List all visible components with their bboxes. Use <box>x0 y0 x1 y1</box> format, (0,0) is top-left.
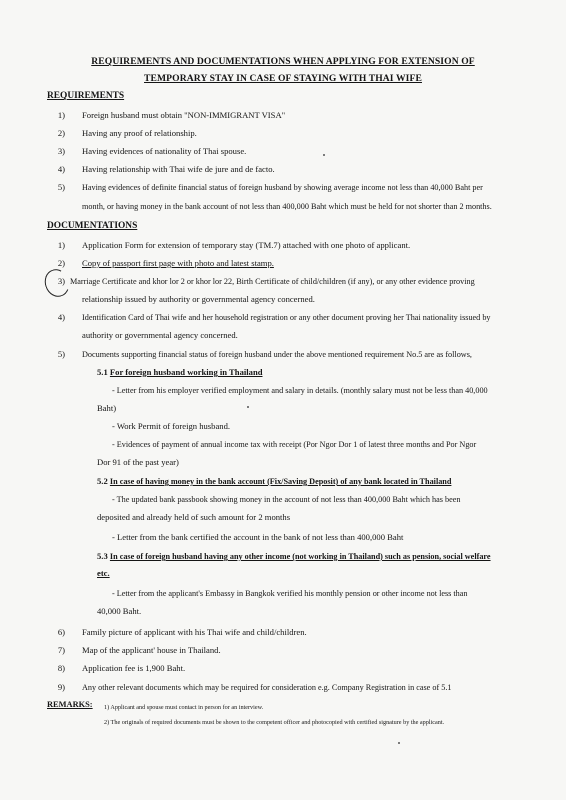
bullet-text: - Work Permit of foreign husband. <box>112 421 231 431</box>
documentation-number: 1) <box>57 240 65 250</box>
requirement-number: 5) <box>57 182 65 192</box>
subsection-title: For foreign husband working in Thailand <box>109 367 263 377</box>
requirement-text: Having relationship with Thai wife de jure and de facto. <box>82 164 275 174</box>
documentation-number: 8) <box>57 663 65 673</box>
subsection-label: 5.3 <box>97 551 108 561</box>
subsection-title: In case of foreign husband having any other income (not working in Thailand) such as pension, social welfare <box>109 552 491 561</box>
requirement-text: Having evidences of nationality of Thai spouse. <box>82 146 247 156</box>
documentation-text-continued: relationship issued by authority or governmental agency concerned. <box>82 294 315 304</box>
subsection-title-continued: etc. <box>97 568 110 578</box>
document-title-line-1: REQUIREMENTS AND DOCUMENTATIONS WHEN APPLYING FOR EXTENSION OF <box>91 56 475 67</box>
subsection-5-3-heading <box>97 551 491 561</box>
bullet-text: - Letter from his employer verified employment and salary in details. (monthly salary must not be less than 40,000 <box>112 386 488 395</box>
documentation-text-continued: authority or governmental agency concerned. <box>82 330 238 340</box>
subsection-label: 5.2 <box>97 476 108 486</box>
bullet-text-continued: deposited and already held of such amount for 2 months <box>97 512 291 522</box>
requirement-number: 2) <box>57 128 65 138</box>
documentation-text: Family picture of applicant with his Thai wife and child/children. <box>82 627 307 637</box>
bullet-text-continued: 40,000 Baht. <box>97 606 142 616</box>
remarks-heading: REMARKS: <box>47 700 93 709</box>
remark-2: 2) The originals of required documents must be shown to the competent officer and photocopied with certified signature by the applicant. <box>104 719 445 726</box>
documentation-text: Map of the applicant' house in Thailand. <box>82 645 221 655</box>
documentation-number: 4) <box>57 312 65 322</box>
requirement-text: Having evidences of definite financial status of foreign husband by showing average income not less than 40,000 Baht per <box>82 183 483 192</box>
documentation-number: 2) <box>57 258 65 268</box>
documentation-text: Identification Card of Thai wife and her household registration or any other document proving her Thai nationality issued by <box>82 313 491 322</box>
documentation-text: Application Form for extension of temporary stay (TM.7) attached with one photo of applicant. <box>82 240 411 250</box>
subsection-5-2-heading <box>97 476 451 486</box>
scan-speck <box>398 742 400 744</box>
documentation-text: Copy of passport first page with photo and latest stamp. <box>82 258 274 268</box>
documentation-number: 9) <box>57 682 65 692</box>
subsection-label: 5.1 <box>97 367 108 377</box>
documentation-text: Documents supporting financial status of foreign husband under the above mentioned requirement No.5 are as follows, <box>82 350 472 359</box>
subsection-5-3-heading-continued <box>97 568 110 578</box>
requirement-number: 4) <box>57 164 65 174</box>
requirements-heading: REQUIREMENTS <box>47 91 125 101</box>
documentation-text: Application fee is 1,900 Baht. <box>82 663 186 673</box>
bullet-text-continued: Baht) <box>97 403 117 413</box>
documentation-number: 7) <box>57 645 65 655</box>
scan-speck <box>323 154 325 156</box>
documentation-text: Marriage Certificate and khor lor 2 or khor lor 22, Birth Certificate of child/children (if any), or any other evidence proving <box>70 277 475 286</box>
bullet-text: - Letter from the applicant's Embassy in Bangkok verified his monthly pension or other income not less than <box>112 589 468 598</box>
bullet-text: - Evidences of payment of annual income tax with receipt (Por Ngor Dor 1 of latest three months and Por Ngor <box>112 440 477 449</box>
requirement-number: 1) <box>57 110 65 120</box>
document-title-line-2: TEMPORARY STAY IN CASE OF STAYING WITH THAI WIFE <box>144 73 422 84</box>
documentations-heading: DOCUMENTATIONS <box>47 221 138 231</box>
bullet-text: - Letter from the bank certified the account in the bank of not less than 400,000 Baht <box>112 532 404 542</box>
requirement-text: Having any proof of relationship. <box>82 128 197 138</box>
bullet-text: - The updated bank passbook showing money in the account of not less than 400,000 Baht which has been <box>112 495 461 504</box>
subsection-title: In case of having money in the bank account (Fix/Saving Deposit) of any bank located in Thailand <box>109 477 452 486</box>
scan-speck <box>247 406 249 408</box>
bullet-text-continued: Dor 91 of the past year) <box>97 457 179 467</box>
remark-1: 1) Applicant and spouse must contact in person for an interview. <box>104 704 264 711</box>
requirement-text: Foreign husband must obtain "NON-IMMIGRANT VISA" <box>82 110 286 120</box>
documentation-number: 5) <box>57 349 65 359</box>
requirement-text-continued: month, or having money in the bank account of not less than 400,000 Baht which must be held for not shorter than 2 months. <box>82 202 492 211</box>
documentation-text: Any other relevant documents which may be required for consideration e.g. Company Registration in case of 5.1 <box>82 683 452 692</box>
documentation-number: 3) <box>57 276 65 286</box>
subsection-5-1-heading <box>97 367 263 377</box>
requirement-number: 3) <box>57 146 65 156</box>
documentation-number: 6) <box>57 627 65 637</box>
